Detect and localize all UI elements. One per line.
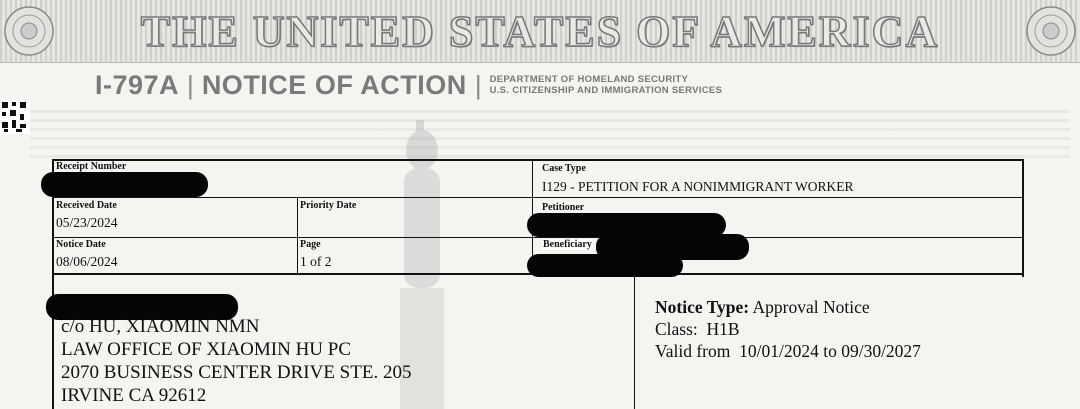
form-number: I-797A xyxy=(95,69,180,100)
rosette-ornament-icon xyxy=(1024,4,1078,58)
department-name xyxy=(490,74,723,96)
background-pattern xyxy=(30,108,1070,158)
petitioner-label: Petitioner xyxy=(542,202,585,213)
received-date-value: 05/23/2024 xyxy=(56,215,118,230)
notice-details xyxy=(655,296,921,362)
receipt-number-label: Receipt Number xyxy=(56,161,127,172)
department-line: DEPARTMENT OF HOMELAND SECURITY xyxy=(489,74,689,85)
priority-date-label: Priority Date xyxy=(300,200,357,211)
notice-date-label: Notice Date xyxy=(56,239,106,250)
banner-title: THE UNITED STATES OF AMERICA xyxy=(140,7,940,56)
address-line: 2070 BUSINESS CENTER DRIVE STE. 205 xyxy=(61,362,412,383)
notice-title: NOTICE OF ACTION xyxy=(201,69,467,100)
banner xyxy=(0,0,1080,63)
redaction-beneficiary xyxy=(527,254,683,277)
class-label: Class: xyxy=(655,319,698,339)
received-date-label: Received Date xyxy=(56,200,117,211)
address-line: LAW OFFICE OF XIAOMIN HU PC xyxy=(61,339,352,360)
valid-from-date: 10/01/2024 xyxy=(739,341,819,361)
header-separator: | xyxy=(474,69,482,100)
case-type-value: I129 - PETITION FOR A NONIMMIGRANT WORKER xyxy=(542,179,854,194)
agency-line: U.S. CITIZENSHIP AND IMMIGRATION SERVICES xyxy=(489,85,723,96)
valid-to-date: 09/30/2027 xyxy=(841,341,921,361)
beneficiary-label: Beneficiary xyxy=(543,239,592,250)
header-separator: | xyxy=(187,69,194,100)
class-value: H1B xyxy=(706,319,740,339)
address-line: c/o HU, XIAOMIN NMN xyxy=(61,316,260,337)
page-value: 1 of 2 xyxy=(300,254,332,269)
notice-date-value: 08/06/2024 xyxy=(56,254,118,269)
form-header xyxy=(95,68,722,102)
page-label: Page xyxy=(300,239,321,250)
notice-type-value: Approval Notice xyxy=(752,297,870,317)
notice-type-label: Notice Type: xyxy=(655,297,750,317)
address-line: IRVINE CA 92612 xyxy=(61,385,207,406)
valid-from-label: Valid from xyxy=(655,341,731,361)
rosette-ornament-icon xyxy=(2,4,56,58)
redaction-receipt-number xyxy=(41,172,208,197)
valid-to-label: to xyxy=(823,341,837,361)
case-type-label: Case Type xyxy=(542,163,586,174)
qr-code-icon xyxy=(0,100,30,134)
mailing-address xyxy=(61,315,411,407)
